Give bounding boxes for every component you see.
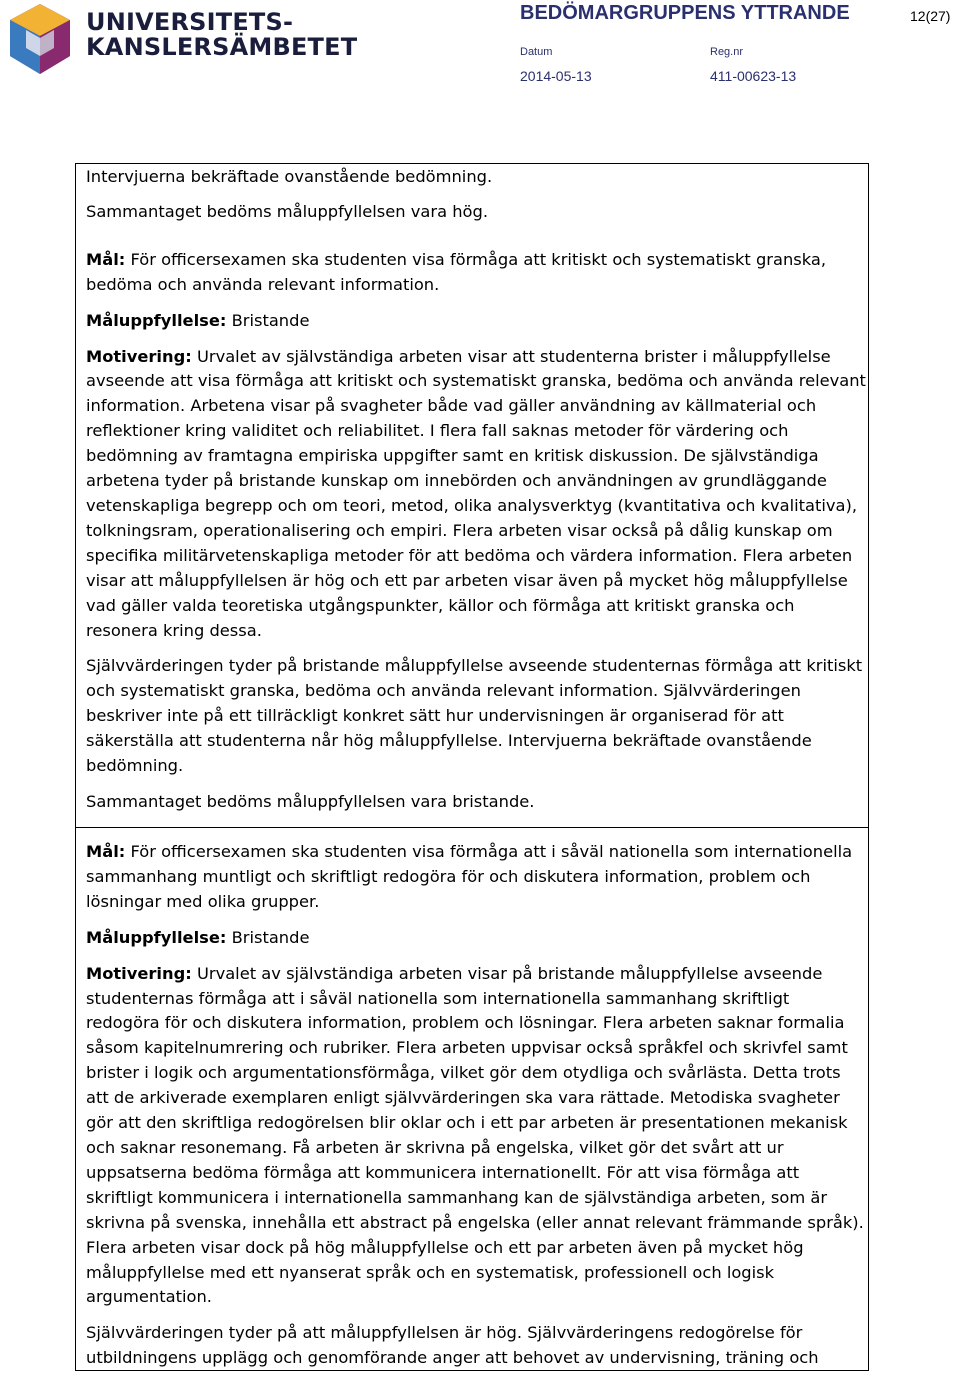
self-evaluation-paragraph: Självvärderingen tyder på att måluppfyllelsen är hög. Självvärderingens redogörelse för utbildningens upplägg och genomförande anger att behovet av undervisning, träning och bbox=[86, 1323, 819, 1368]
goal-text: För officersexamen ska studenten visa förmåga att i såväl nationella som internationella sammanhang muntligt och skriftligt redogöra för och diskutera information, problem och lösningar med olika grupper. bbox=[86, 842, 853, 911]
regnr-value: 411-00623-13 bbox=[710, 68, 797, 84]
org-name-line1: UNIVERSITETS- bbox=[86, 8, 294, 36]
motivation-label: Motivering: bbox=[86, 963, 192, 983]
summary-paragraph: Sammantaget bedöms måluppfyllelsen vara bristande. bbox=[86, 791, 535, 811]
page-number: 12(27) bbox=[910, 8, 951, 24]
university-chancellor-logo bbox=[6, 2, 74, 76]
document-type: BEDÖMARGRUPPENS YTTRANDE bbox=[520, 2, 850, 24]
org-name-line2: KANSLERSÄMBETET bbox=[86, 33, 358, 61]
goal-text: För officersexamen ska studenten visa förmåga att kritiskt och systematiskt granska, bedöma och använda relevant information. bbox=[86, 249, 827, 294]
fulfilment-paragraph bbox=[86, 926, 866, 951]
section-2-content bbox=[86, 840, 866, 1371]
goal-paragraph bbox=[86, 248, 866, 298]
organization-name bbox=[86, 10, 357, 60]
motivation-label: Motivering: bbox=[86, 346, 192, 366]
motivation-text: Urvalet av självständiga arbeten visar på bristande måluppfyllelse avseende studenternas förmåga att i såväl nationella som internationella sammanhang skriftligt redogöra för och diskutera information, problem och lösningar. Flera arbeten saknar formalia såsom kapitelnumrering och rubriker. Flera arbeten uppvisar också språkfel och skrivfel samt brister i logik och argumentationsförmåga, vilket gör dem otydliga och svårlästa. Detta trots att de arkiverade exemplaren enligt självvärderingen ska vara rättade. Metodiska svagheter gör att den skriftliga redogörelsen blir oklar och i ett par arbeten är presentationen mekanisk och saknar resonemang. Få arbeten är skrivna på engelska, vilket gör det svårt att ur uppsatserna bedöma förmåga att kommunicera internationellt. För att visa förmåga att skriftligt kommunicera i internationella sammanhang kan de självständiga arbeten, som är skrivna på svenska, innehålla ett abstract på engelska (eller annat relevant främmande språk). Flera arbeten visar dock på hög måluppfyllelse och ett par arbeten även på mycket hög måluppfyllelse med ett nyanserat språk och en systematisk, professionell och logisk argumentation. bbox=[86, 963, 864, 1307]
fulfilment-value: Bristande bbox=[226, 310, 310, 330]
fulfilment-paragraph bbox=[86, 309, 866, 334]
regnr-label: Reg.nr bbox=[710, 46, 744, 58]
motivation-paragraph bbox=[86, 962, 866, 1311]
fulfilment-value: Bristande bbox=[226, 927, 310, 947]
fulfilment-label: Måluppfyllelse: bbox=[86, 310, 227, 330]
self-evaluation-paragraph: Självvärderingen tyder på bristande måluppfyllelse avseende studenternas förmåga att kritiskt och systematiskt granska, bedöma och använda relevant information. Självvärderingen beskriver inte på ett tillräckligt konkret sätt hur undervisningen är organiserad för att säkerställa att studenterna når hög måluppfyllelse. Intervjuerna bekräftade ovanstående bedömning. bbox=[86, 656, 863, 776]
goal-paragraph bbox=[86, 840, 866, 915]
summary-high: Sammantaget bedöms måluppfyllelsen vara hög. bbox=[86, 201, 489, 221]
fulfilment-label: Måluppfyllelse: bbox=[86, 927, 227, 947]
goal-label: Mål: bbox=[86, 842, 126, 861]
motivation-text: Urvalet av självständiga arbeten visar att studenterna brister i måluppfyllelse avseende att visa förmåga att kritiskt och systematiskt granska, bedöma och använda relevant information. Arbetena visar på svagheter både vad gäller användning av källmaterial och reflektioner kring validitet och reliabilitet. I flera fall saknas metoder för värdering och bedömning av framtagna empiriska uppgifter samt en kritisk diskussion. De självständiga arbetena tyder på bristande kunskap om innebörden och användningen av grundläggande vetenskapliga begrepp och om teori, metod, olika analysverktyg (kvantitativa och kvalitativa), tolkningsram, operationalisering och empiri. Flera arbeten visar också på dålig kunskap om specifika militärvetenskapliga metoder för att bedöma och värdera information. Flera arbeten visar att måluppfyllelsen är hög och ett par arbeten visar även på mycket hög måluppfyllelse vad gäller valda teoretiska utgångspunkter, källor och förmåga att kritiskt granska och resonera kring dessa. bbox=[86, 346, 866, 640]
motivation-paragraph bbox=[86, 345, 866, 644]
goal-label: Mål: bbox=[86, 249, 126, 269]
page-header bbox=[0, 0, 960, 110]
date-value: 2014-05-13 bbox=[520, 68, 592, 84]
date-label: Datum bbox=[520, 46, 553, 58]
interview-confirmation: Intervjuerna bekräftade ovanstående bedömning. bbox=[86, 167, 493, 186]
section-1-content bbox=[86, 165, 866, 815]
